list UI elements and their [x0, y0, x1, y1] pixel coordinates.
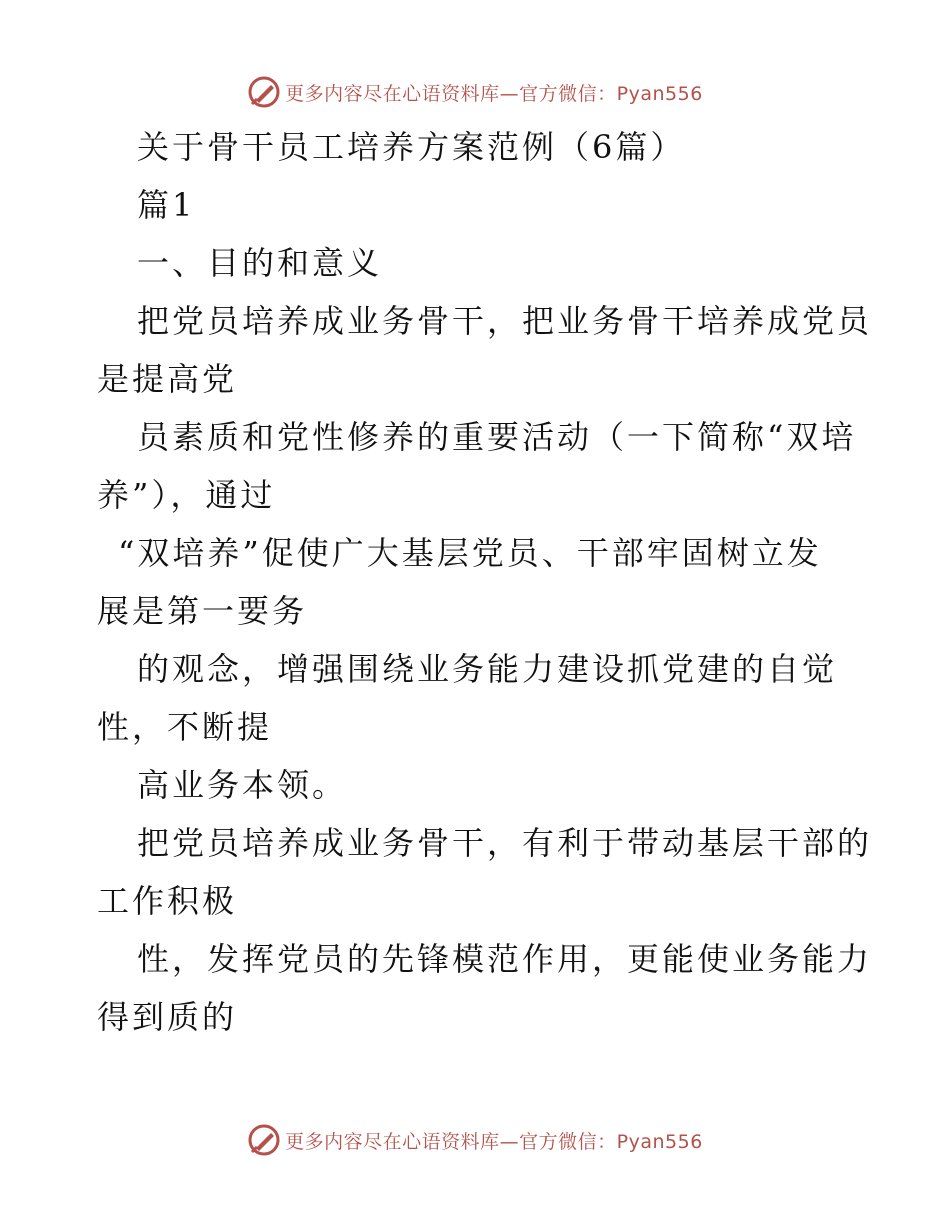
paragraph-line: 性，不断提 — [97, 708, 273, 746]
section-label: 篇1 — [137, 186, 196, 224]
header-banner-text: 更多内容尽在心语资料库—官方微信：Pyan556 — [285, 82, 703, 105]
paragraph-line: “双培养”促使广大基层党员、干部牢固树立发 — [118, 534, 822, 572]
paragraph-line: 把党员培养成业务骨干，有利于带动基层干部的 — [137, 824, 873, 862]
footer-banner-text: 更多内容尽在心语资料库—官方微信：Pyan556 — [285, 1130, 703, 1153]
paragraph-line: 是提高党 — [97, 360, 238, 398]
document-title: 关于骨干员工培养方案范例（6篇） — [137, 128, 686, 166]
paragraph-line: 的观念，增强围绕业务能力建设抓党建的自觉 — [137, 650, 838, 688]
footer-watermark-banner — [0, 1120, 950, 1160]
paragraph-line: 高业务本领。 — [137, 766, 348, 804]
paragraph-line: 养”），通过 — [97, 476, 276, 514]
section-heading: 一、目的和意义 — [137, 244, 383, 282]
header-watermark-banner — [0, 72, 950, 112]
paragraph-line: 员素质和党性修养的重要活动（一下简称“双培 — [137, 418, 857, 456]
pen-circle-logo-icon — [247, 1123, 281, 1157]
document-body — [0, 118, 950, 1046]
paragraph-line: 把党员培养成业务骨干，把业务骨干培养成党员 — [137, 302, 873, 340]
paragraph-line: 工作积极 — [97, 882, 238, 920]
paragraph-line: 性，发挥党员的先锋模范作用，更能使业务能力 — [137, 940, 873, 978]
paragraph-line: 得到质的 — [97, 998, 238, 1036]
pen-circle-logo-icon — [247, 75, 281, 109]
paragraph-line: 展是第一要务 — [97, 592, 308, 630]
